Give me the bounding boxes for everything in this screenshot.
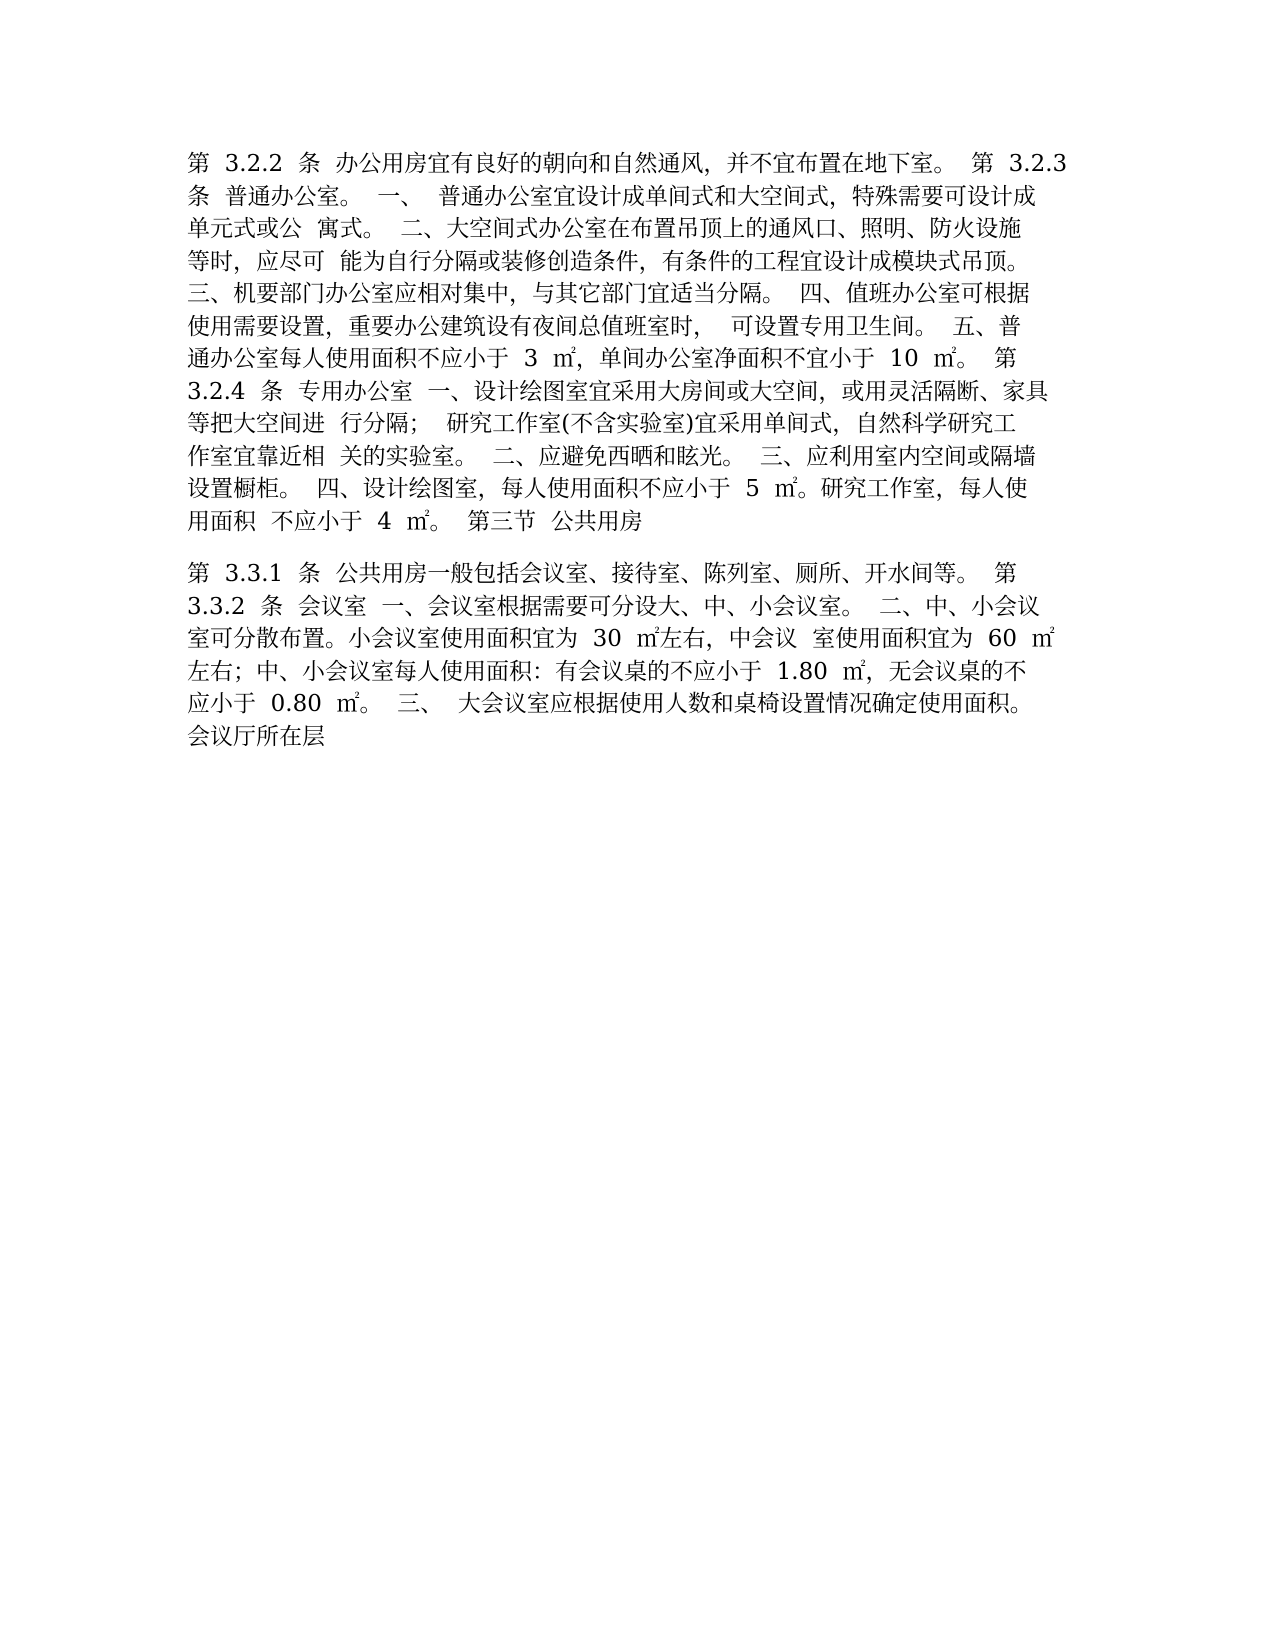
document-page: 第 3.2.2 条 办公用房宜有良好的朝向和自然通风，并不宜布置在地下室。 第 3.2.3 条 普通办公室。 一、 普通办公室宜设计成单间式和大空间式，特殊需要可设计成 单元式或公 寓式。 二、大空间式办公室在布置吊顶上的通风口、照明、防火设施 等时，应尽可 能为自行分隔或装修创造条件，有条件的工程宜设计成模块式吊顶。 三、机要部门办公室应相对集中，与其它部门宜适当分隔。 四、值班办公室可根据 使用需要设置，重要办公建筑设有夜间总值班室时， 可设置专用卫生间。 五、普 通办公室每人使用面积不应小于 3 ㎡，单间办公室净面积不宜小于 10 ㎡。 第 3.2.4 条 专用办公室 一、设计绘图室宜采用大房间或大空间，或用灵活隔断、家具 等把大空间进 行分隔； 研究工作室(不含实验室)宜采用单间式，自然科学研究工 作室宜靠近相 关的实验室。 二、应避免西晒和眩光。 三、应利用室内空间或隔墙 设置橱柜。 四、设计绘图室，每人使用面积不应小于 5 ㎡。研究工作室，每人使 用面积 不应小于 4 ㎡。 第三节 公共用房 第 3.3.1 条 公共用房一般包括会议室、接待室、陈列室、厕所、开水间等。 第 3.3.2 条 会议室 一、会议室根据需要可分设大、中、小会议室。 二、中、小会议 室可分散布置。小会议室使用面积宜为 30 ㎡左右，中会议 室使用面积宜为 60 ㎡ 左右；中、小会议室每人使用面积：有会议桌的不应小于 1.80 ㎡，无会议桌的不 应小于 0.80 ㎡。 三、 大会议室应根据使用人数和桌椅设置情况确定使用面积。 会议厅所在层 — [0, 0, 1275, 1650]
